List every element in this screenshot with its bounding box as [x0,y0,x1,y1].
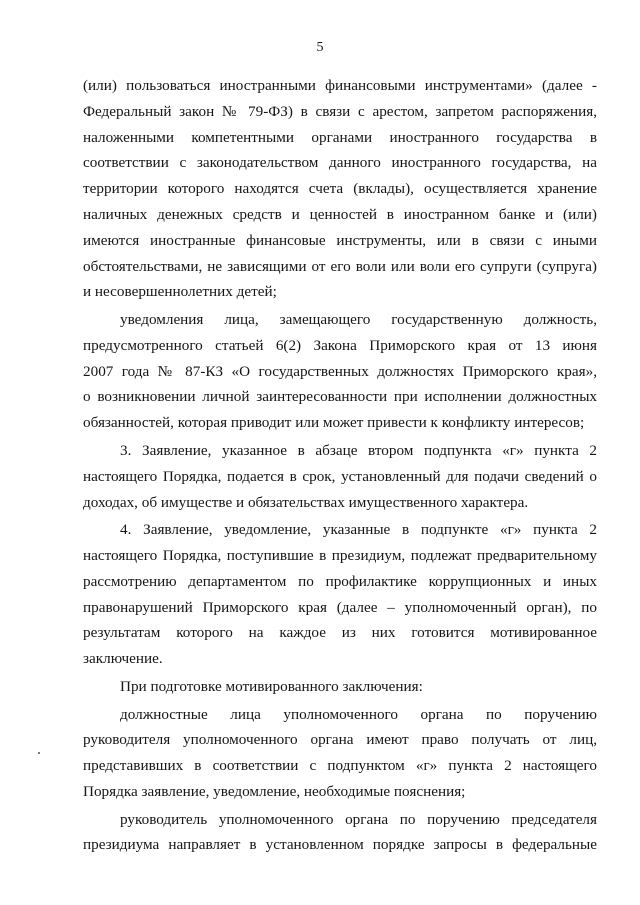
text-line: обязанностей, которая приводит или может привести к конфликту интересов; [83,414,585,432]
text-line: президиума направляет в установленном порядке запросы в федеральные [83,836,597,854]
document-body [83,73,597,860]
page-number: 5 [316,40,324,55]
text-line: уведомления лица, замещающего государственную должность, [120,311,597,329]
text-line: наличных денежных средств и ценностей в иностранном банке и (или) [83,205,597,223]
text-line: настоящего Порядка, поступившие в президиум, подлежат предварительному [83,547,597,565]
paragraph [83,674,597,700]
paragraph [83,307,597,436]
text-line: (или) пользоваться иностранными финансовыми инструментами» (далее - [83,77,597,94]
scan-artifact-dot [38,752,40,754]
text-line: предусмотренного статьей 6(2) Закона Приморского края от 13 июня [83,336,597,354]
text-line: имеются иностранные финансовые инструменты, или в связи с иными [83,231,597,249]
text-line: представивших в соответствии с подпунктом «г» пункта 2 настоящего [83,757,597,775]
text-line: наложенными компетентными органами иностранного государства в [83,128,597,146]
text-line: настоящего Порядка, подается в срок, установленный для подачи сведений о [83,467,597,485]
text-line: обстоятельствами, не зависящими от его воли или воли его супруги (супруга) [83,257,597,275]
paragraph [83,73,597,305]
text-line: Федеральный закон № 79-ФЗ) в связи с арестом, запретом распоряжения, [83,102,597,120]
text-line: результатам которого на каждое из них готовится мотивированное [83,624,597,642]
text-line: и несовершеннолетних детей; [83,283,277,301]
text-line: руководитель уполномоченного органа по поручению председателя [120,810,597,828]
text-line: соответствии с законодательством данного иностранного государства, на [83,154,597,172]
paragraph [83,517,597,672]
text-line: Порядка заявление, уведомление, необходимые пояснения; [83,782,466,800]
text-line: доходах, об имуществе и обязательствах имущественного характера. [83,493,529,511]
text-line: должностные лица уполномоченного органа по поручению [120,705,597,723]
text-line: о возникновении личной заинтересованности при исполнении должностных [83,388,597,406]
text-line: территории которого находятся счета (вклады), осуществляется хранение [83,180,597,198]
text-line: 4. Заявление, уведомление, указанные в подпункте «г» пункта 2 [120,521,597,539]
paragraph [83,807,597,859]
paragraph [83,702,597,805]
text-line: При подготовке мотивированного заключения: [120,677,423,695]
text-line: 3. Заявление, указанное в абзаце втором подпункта «г» пункта 2 [120,441,597,459]
paragraph [83,438,597,515]
text-line: 2007 года № 87-КЗ «О государственных должностях Приморского края», [83,362,597,380]
text-line: правонарушений Приморского края (далее – уполномоченный орган), по [83,598,597,616]
text-line: заключение. [83,650,163,668]
text-line: руководителя уполномоченного органа имеют право получать от лиц, [83,731,597,749]
text-line: рассмотрению департаментом по профилактике коррупционных и иных [83,572,597,590]
